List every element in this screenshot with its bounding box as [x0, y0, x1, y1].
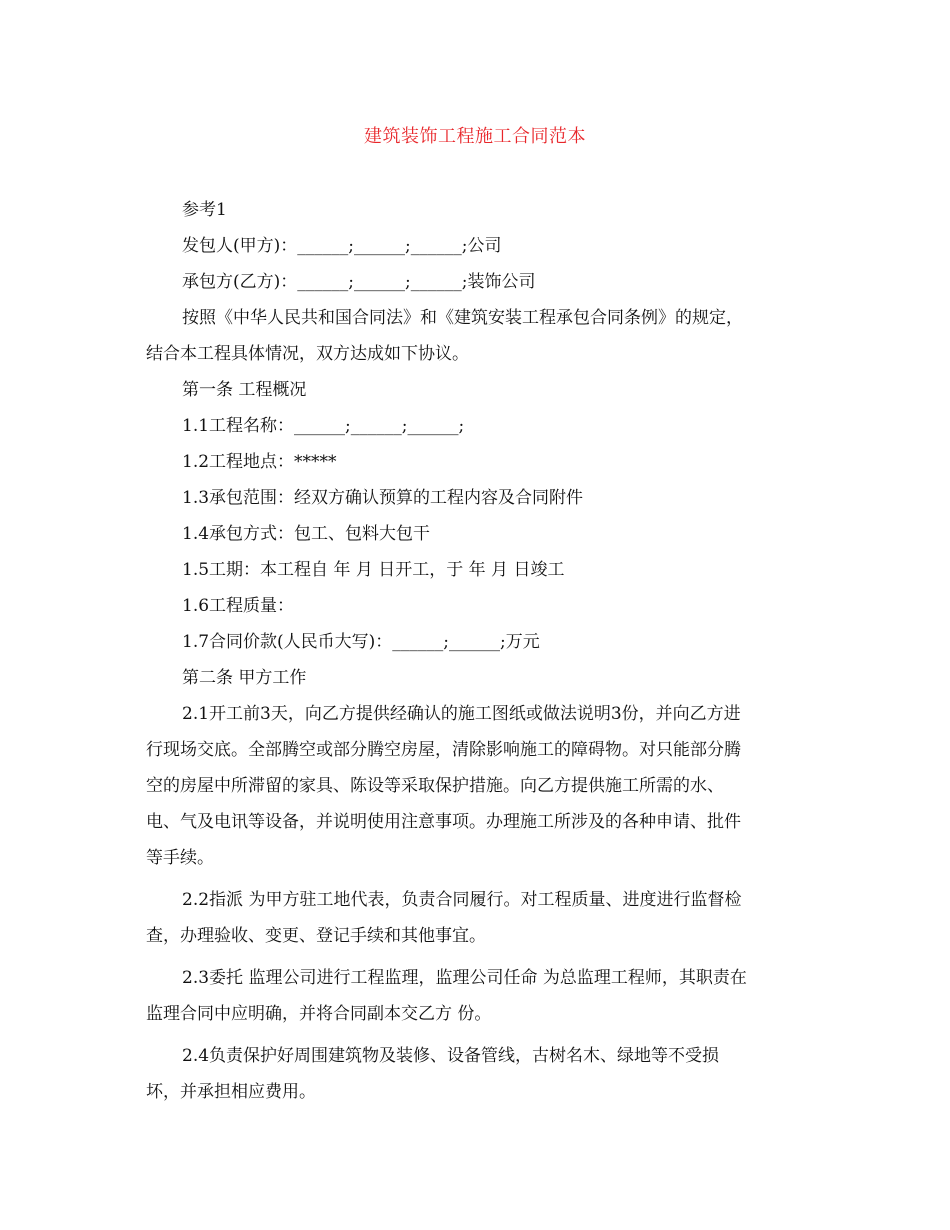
document-body: [146, 192, 811, 1110]
document-title: 建筑装饰工程施工合同范本: [364, 126, 586, 147]
clause-1-4: 1.4承包方式：包工、包料大包干: [182, 524, 431, 544]
clause-2-2-line-2: 查，办理验收、变更、登记手续和其他事宜。: [146, 926, 486, 946]
article-1-heading: 第一条 工程概况: [182, 380, 307, 400]
clause-1-3: 1.3承包范围：经双方确认预算的工程内容及合同附件: [182, 488, 584, 508]
clause-1-6: 1.6工程质量：: [182, 596, 295, 616]
clause-2-1-line-5: 等手续。: [146, 848, 214, 868]
clause-2-4-line-2: 坏，并承担相应费用。: [146, 1082, 316, 1102]
clause-2-3-line-1: 2.3委托 监理公司进行工程监理，监理公司任命 为总监理工程师，其职责在: [182, 968, 747, 988]
clause-2-4-line-1: 2.4负责保护好周围建筑物及装修、设备管线，古树名木、绿地等不受损: [182, 1046, 720, 1066]
clause-2-1-line-4: 电、气及电讯等设备，并说明使用注意事项。办理施工所涉及的各种申请、批件: [146, 812, 741, 832]
clause-1-1: 1.1工程名称：______;______;______;: [182, 416, 465, 436]
party-b-line: 承包方(乙方)：______;______;______;装饰公司: [182, 272, 536, 292]
clause-2-2-line-1: 2.2指派 为甲方驻工地代表，负责合同履行。对工程质量、进度进行监督检: [182, 890, 742, 910]
clause-1-2: 1.2工程地点：*****: [182, 452, 337, 472]
preamble-line-2: 结合本工程具体情况，双方达成如下协议。: [146, 344, 469, 364]
clause-1-7: 1.7合同价款(人民币大写)：______;______;万元: [182, 632, 540, 652]
article-2-heading: 第二条 甲方工作: [182, 668, 307, 688]
preamble-line-1: 按照《中华人民共和国合同法》和《建筑安装工程承包合同条例》的规定，: [182, 308, 743, 328]
clause-2-1-line-3: 空的房屋中所滞留的家具、陈设等采取保护措施。向乙方提供施工所需的水、: [146, 776, 724, 796]
reference-label: 参考1: [182, 200, 227, 220]
clause-2-3-line-2: 监理合同中应明确，并将合同副本交乙方 份。: [146, 1004, 492, 1024]
clause-2-1-line-1: 2.1开工前3天，向乙方提供经确认的施工图纸或做法说明3份，并向乙方进: [182, 704, 741, 724]
clause-2-1-line-2: 行现场交底。全部腾空或部分腾空房屋，清除影响施工的障碍物。对只能部分腾: [146, 740, 741, 760]
party-a-line: 发包人(甲方)：______;______;______;公司: [182, 236, 502, 256]
clause-1-5: 1.5工期：本工程自 年 月 日开工，于 年 月 日竣工: [182, 560, 565, 580]
